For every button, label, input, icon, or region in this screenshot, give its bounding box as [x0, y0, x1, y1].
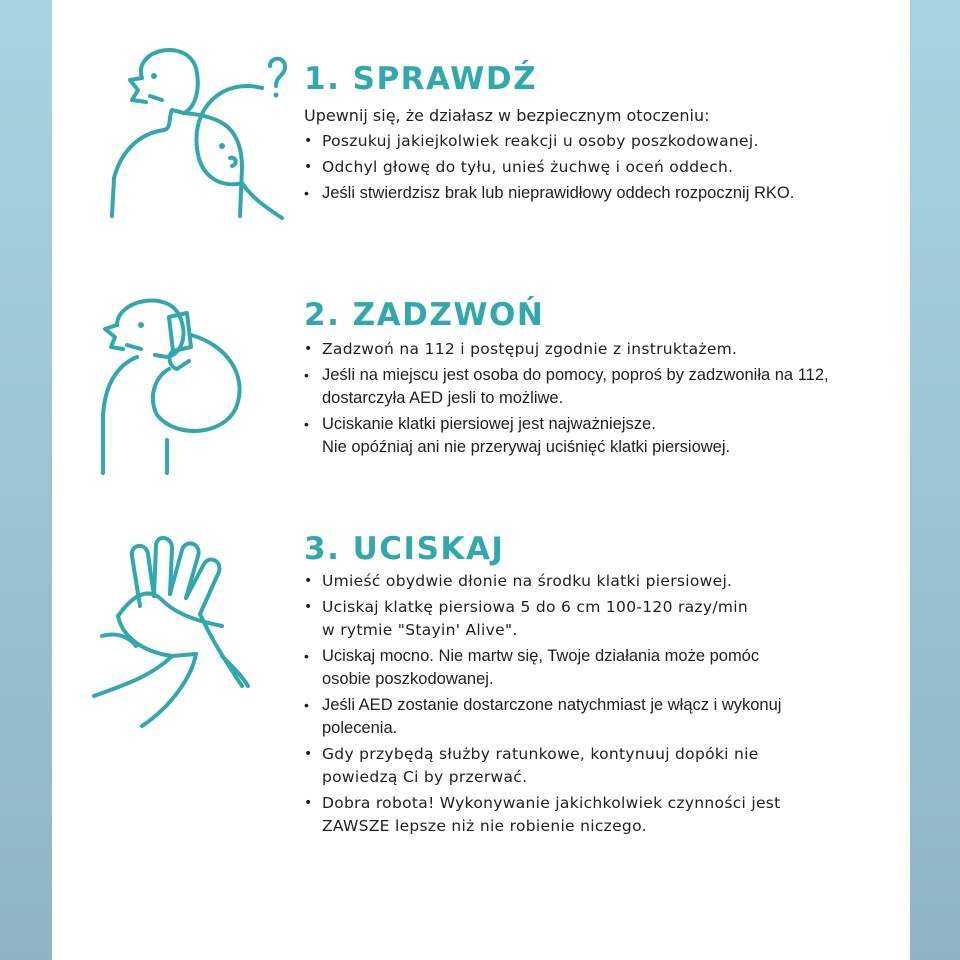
hands-compression-icon — [92, 536, 252, 728]
list-item: • Jeśli stwierdzisz brak lub nieprawidłowy oddech rozpocznij RKO. — [304, 182, 904, 205]
section-heading: 3. UCISKAJ — [304, 531, 505, 567]
list-item: • Jeśli AED zostanie dostarczone natychmiast je włącz i wykonuj polecenia. — [304, 694, 904, 740]
section-intro: Upewnij się, że działasz w bezpiecznym otoczeniu: — [304, 106, 710, 125]
list-item: • Jeśli na miejscu jest osoba do pomocy, poproś by zadzwoniła na 112, dostarczyła AED jesli to możliwe. — [304, 364, 904, 410]
section-list — [304, 130, 904, 205]
section-compress — [304, 530, 904, 841]
section-list — [304, 338, 904, 459]
list-item: • Uciskanie klatki piersiowej jest najważniejsze. Nie opóźniaj ani nie przerywaj uciśnięć klatki piersiowej. — [304, 413, 904, 459]
list-item: • Poszukuj jakiejkolwiek reakcji u osoby poszkodowanej. — [304, 130, 904, 153]
section-call — [304, 296, 904, 462]
list-item: • Dobra robota! Wykonywanie jakichkolwiek czynności jest ZAWSZE lepsze niż nie robienie niczego. — [304, 792, 904, 838]
instruction-card — [52, 0, 910, 960]
person-checking-victim-icon — [102, 38, 292, 220]
person-phone-call-icon — [97, 295, 267, 477]
list-item: • Gdy przybędą służby ratunkowe, kontynuuj dopóki nie powiedzą Ci by przerwać. — [304, 743, 904, 789]
list-item: • Umieść obydwie dłonie na środku klatki piersiowej. — [304, 570, 904, 593]
section-heading: 2. ZADZWOŃ — [304, 297, 545, 333]
list-item: • Uciskaj klatkę piersiowa 5 do 6 cm 100-120 razy/min w rytmie "Stayin' Alive". — [304, 596, 904, 642]
section-heading: 1. SPRAWDŹ — [304, 61, 538, 97]
list-item: • Odchyl głowę do tyłu, unieś żuchwę i oceń oddech. — [304, 156, 904, 179]
section-list — [304, 570, 904, 838]
list-item: • Uciskaj mocno. Nie martw się, Twoje działania może pomóc osobie poszkodowanej. — [304, 645, 904, 691]
section-check — [304, 60, 904, 208]
list-item: • Zadzwoń na 112 i postępuj zgodnie z instruktażem. — [304, 338, 904, 361]
